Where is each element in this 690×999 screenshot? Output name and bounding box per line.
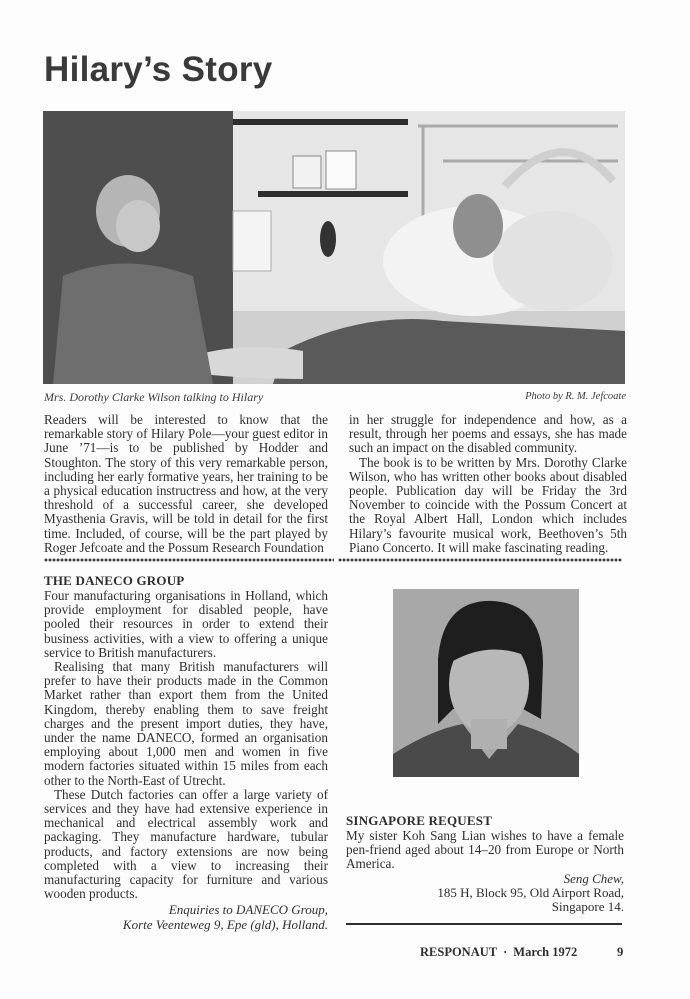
- signature-name: Seng Chew,: [563, 870, 624, 886]
- photo-caption: Mrs. Dorothy Clarke Wilson talking to Hilary: [44, 390, 264, 404]
- portrait-illustration: [393, 589, 579, 777]
- footer-separator: ·: [503, 945, 508, 959]
- section-rule: [346, 923, 622, 925]
- publication-name: RESPONAUT: [420, 945, 498, 959]
- article-paragraph: Readers will be interested to know that the remarkable story of Hilary Pole—your guest editor in June ’71—is to be published by Hodder and Stoughton. The story of this very remarkable person, including her early formative years, her training to be a physical education instructress and how, at the very threshold of a successful career, she developed Myasthenia Gravis, will be told in detail for the first time. Included, of course, will be the part played by Roger Jefcoate and the Possum Research Foundation: [44, 412, 328, 555]
- section-heading: SINGAPORE REQUEST: [346, 813, 493, 828]
- photo-illustration: [43, 111, 625, 384]
- address-line: Singapore 14.: [551, 899, 624, 915]
- article-column-left: [44, 413, 328, 555]
- article-paragraph: in her struggle for independence and how, as a result, through her poems and essays, she has made such an impact on the disabled community.: [349, 412, 627, 456]
- page-number: 9: [617, 945, 624, 959]
- section-paragraph: These Dutch factories can offer a large variety of services and they have had extensive experience in mechanical and electrical assembly work and packaging. They manufacture hardware, tubular products, and factory extensions are now being completed with a view to increasing their manufacturing capacity for furniture and various wooden products.: [44, 786, 328, 902]
- enquiry-line: Enquiries to DANECO Group,: [168, 902, 328, 918]
- section-paragraph: Four manufacturing organisations in Holland, which provide employment for disabled people, have pooled their resources in order to extend their business activities, with a view to offering a unique service to British manufacturers.: [44, 588, 328, 660]
- decorative-divider: [338, 557, 622, 563]
- article-paragraph: The book is to be written by Mrs. Dorothy Clarke Wilson, who has written other books about disabled people. Publication day will be Friday the 3rd November to coincide with the Possum Concert at the Royal Albert Hall, London which includes Hilary’s favourite musical work, Beethoven’s 5th Piano Concerto. It will make fascinating reading.: [349, 454, 627, 555]
- article-title: Hilary’s Story: [44, 50, 273, 89]
- section-paragraph: My sister Koh Sang Lian wishes to have a female pen-friend aged about 14–20 from Europe or North America.: [346, 828, 624, 872]
- enquiry-address: [44, 903, 328, 931]
- photo-credit: Photo by R. M. Jefcoate: [525, 391, 626, 402]
- daneco-section: [44, 573, 328, 932]
- section-heading: THE DANECO GROUP: [44, 573, 185, 588]
- address-line: 185 H, Block 95, Old Airport Road,: [437, 885, 624, 901]
- page-footer: [420, 945, 577, 960]
- main-photo: [43, 111, 625, 384]
- enquiry-line: Korte Veenteweg 9, Epe (gld), Holland.: [122, 916, 328, 932]
- portrait-photo: [393, 589, 579, 777]
- signature: [346, 872, 624, 915]
- issue-date: March 1972: [513, 945, 578, 959]
- singapore-section: [346, 813, 624, 915]
- section-paragraph: Realising that many British manufacturers will prefer to have their products made in the Common Market rather than export them from the United Kingdom, thereby enabling them to save freight charges and the present import duties, they have, under the name DANECO, formed an organisation employing about 1,000 men and women in five modern factories situated within 15 miles from each other to the North-East of Utrecht.: [44, 659, 328, 788]
- article-column-right: [349, 413, 627, 555]
- decorative-divider: [44, 557, 334, 563]
